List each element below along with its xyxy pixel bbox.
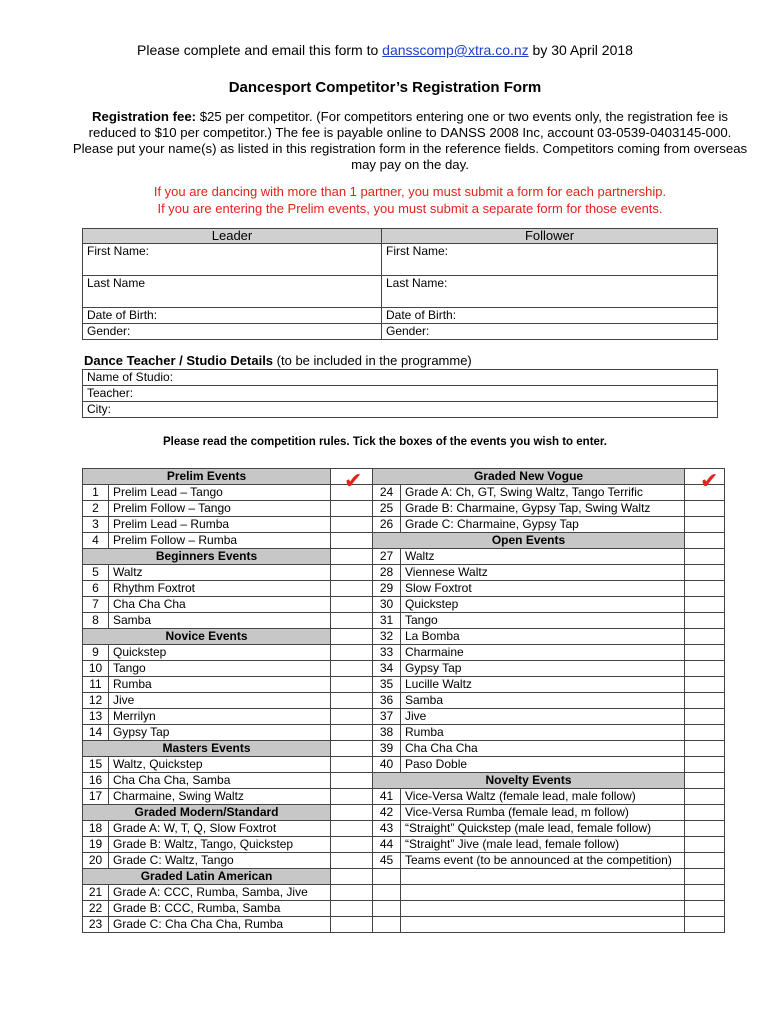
event-label: “Straight” Jive (male lead, female follow)	[401, 837, 685, 853]
event-number: 21	[83, 885, 109, 901]
event-row	[83, 853, 725, 869]
event-tick-box	[331, 629, 373, 645]
event-row	[83, 533, 725, 549]
event-tick-box	[685, 773, 725, 789]
event-tick-box[interactable]	[685, 901, 725, 917]
event-row	[83, 821, 725, 837]
follower-gender-field[interactable]: Gender:	[382, 324, 718, 340]
event-number: 32	[373, 629, 401, 645]
event-row	[83, 917, 725, 933]
event-row	[83, 485, 725, 501]
event-row	[83, 661, 725, 677]
event-label: Tango	[109, 661, 331, 677]
event-number: 34	[373, 661, 401, 677]
event-row	[83, 741, 725, 757]
event-row	[83, 629, 725, 645]
event-number: 17	[83, 789, 109, 805]
event-number: 42	[373, 805, 401, 821]
event-tick-box[interactable]	[685, 709, 725, 725]
event-number: 43	[373, 821, 401, 837]
event-label	[401, 917, 685, 933]
event-tick-box[interactable]	[685, 597, 725, 613]
event-number: 16	[83, 773, 109, 789]
event-tick-box[interactable]	[331, 677, 373, 693]
deadline-text: by 30 April 2018	[528, 42, 633, 58]
event-tick-box[interactable]	[331, 501, 373, 517]
event-number: 33	[373, 645, 401, 661]
event-label: Prelim Follow – Rumba	[109, 533, 331, 549]
event-tick-box[interactable]	[685, 517, 725, 533]
event-row	[83, 501, 725, 517]
event-label: Vice-Versa Rumba (female lead, m follow)	[401, 805, 685, 821]
event-number: 39	[373, 741, 401, 757]
event-number: 12	[83, 693, 109, 709]
section-header: Prelim Events	[83, 469, 331, 485]
event-row	[83, 773, 725, 789]
event-label: Cha Cha Cha, Samba	[109, 773, 331, 789]
event-label: Gypsy Tap	[401, 661, 685, 677]
partnership-warnings	[70, 183, 750, 217]
event-label: Waltz, Quickstep	[109, 757, 331, 773]
leader-header: Leader	[83, 229, 382, 244]
event-row	[83, 581, 725, 597]
event-label: Waltz	[401, 549, 685, 565]
teacher-heading	[84, 353, 472, 368]
event-tick-box[interactable]	[331, 917, 373, 933]
leader-last-name-field[interactable]: Last Name	[83, 276, 382, 308]
intro-text: Please complete and email this form to	[137, 42, 383, 58]
event-tick-box[interactable]	[685, 885, 725, 901]
event-label	[401, 869, 685, 885]
event-label: Prelim Lead – Tango	[109, 485, 331, 501]
event-number	[373, 885, 401, 901]
event-tick-box[interactable]	[685, 645, 725, 661]
event-number: 44	[373, 837, 401, 853]
event-number: 27	[373, 549, 401, 565]
event-number: 7	[83, 597, 109, 613]
event-tick-box[interactable]	[685, 677, 725, 693]
event-number: 18	[83, 821, 109, 837]
follower-header: Follower	[382, 229, 718, 244]
fee-label: Registration fee:	[92, 109, 197, 124]
event-label: Jive	[401, 709, 685, 725]
event-label: “Straight” Quickstep (male lead, female follow)	[401, 821, 685, 837]
event-row	[83, 517, 725, 533]
event-tick-box[interactable]	[685, 613, 725, 629]
event-label: Samba	[109, 613, 331, 629]
event-number: 28	[373, 565, 401, 581]
teacher-heading-note: (to be included in the programme)	[273, 353, 472, 368]
event-row	[83, 885, 725, 901]
event-number: 4	[83, 533, 109, 549]
event-tick-box	[685, 533, 725, 549]
follower-dob-field[interactable]: Date of Birth:	[382, 308, 718, 324]
event-number: 35	[373, 677, 401, 693]
event-tick-box[interactable]	[685, 693, 725, 709]
event-row	[83, 597, 725, 613]
event-label: Paso Doble	[401, 757, 685, 773]
event-tick-box[interactable]	[331, 773, 373, 789]
event-number: 22	[83, 901, 109, 917]
event-tick-box[interactable]	[331, 613, 373, 629]
event-number: 31	[373, 613, 401, 629]
event-row	[83, 709, 725, 725]
event-row	[83, 645, 725, 661]
event-number: 5	[83, 565, 109, 581]
event-number: 11	[83, 677, 109, 693]
event-number: 13	[83, 709, 109, 725]
registration-fee-paragraph	[70, 109, 750, 173]
section-header: Novelty Events	[373, 773, 685, 789]
event-label: Rumba	[401, 725, 685, 741]
event-label: Grade C: Waltz, Tango	[109, 853, 331, 869]
event-number: 29	[373, 581, 401, 597]
event-number: 41	[373, 789, 401, 805]
leader-gender-field[interactable]: Gender:	[83, 324, 382, 340]
event-row	[83, 725, 725, 741]
event-label: Jive	[109, 693, 331, 709]
form-title: Dancesport Competitor’s Registration Form	[228, 79, 542, 96]
event-tick-box[interactable]	[331, 725, 373, 741]
event-row	[83, 869, 725, 885]
event-tick-box[interactable]	[685, 725, 725, 741]
event-tick-box[interactable]	[331, 517, 373, 533]
leader-first-name-field[interactable]: First Name:	[83, 244, 382, 276]
event-tick-box[interactable]	[685, 661, 725, 677]
event-label: Gypsy Tap	[109, 725, 331, 741]
event-tick-box[interactable]	[685, 741, 725, 757]
follower-last-name-field[interactable]: Last Name:	[382, 276, 718, 308]
event-number: 2	[83, 501, 109, 517]
event-tick-box[interactable]	[331, 533, 373, 549]
event-label: Grade C: Cha Cha Cha, Rumba	[109, 917, 331, 933]
event-label: Charmaine	[401, 645, 685, 661]
events-table	[82, 468, 725, 933]
event-label: Grade B: Waltz, Tango, Quickstep	[109, 837, 331, 853]
event-tick-box[interactable]	[331, 661, 373, 677]
event-number: 15	[83, 757, 109, 773]
email-link[interactable]: dansscomp@xtra.co.nz	[382, 42, 529, 58]
event-tick-box[interactable]	[685, 565, 725, 581]
event-tick-box[interactable]	[685, 789, 725, 805]
event-tick-box	[331, 549, 373, 565]
event-tick-box[interactable]	[331, 821, 373, 837]
event-row	[83, 789, 725, 805]
event-number	[373, 917, 401, 933]
event-label: Slow Foxtrot	[401, 581, 685, 597]
event-label: Grade B: Charmaine, Gypsy Tap, Swing Waltz	[401, 501, 685, 517]
event-label: Prelim Follow – Tango	[109, 501, 331, 517]
event-row	[83, 805, 725, 821]
event-label: Teams event (to be announced at the competition)	[401, 853, 685, 869]
event-number: 19	[83, 837, 109, 853]
fee-text: $25 per competitor. (For competitors entering one or two events only, the registration fee is reduced to $10 per competitor.) The fee is payable online to DANSS 2008 Inc, account 03-0539-0403145-000. Please put your name(s) as listed in this registration form in the reference fields. Competitors coming from overseas may pay on the day.	[72, 109, 748, 172]
intro-line	[0, 42, 770, 58]
event-number: 38	[373, 725, 401, 741]
section-header: Graded Modern/Standard	[83, 805, 331, 821]
event-number: 23	[83, 917, 109, 933]
event-number: 3	[83, 517, 109, 533]
event-tick-box[interactable]	[331, 709, 373, 725]
event-number	[373, 869, 401, 885]
event-number: 26	[373, 517, 401, 533]
event-tick-box[interactable]	[685, 917, 725, 933]
event-number: 25	[373, 501, 401, 517]
event-label: Waltz	[109, 565, 331, 581]
event-tick-box[interactable]	[331, 645, 373, 661]
event-row	[83, 901, 725, 917]
event-tick-box[interactable]	[331, 885, 373, 901]
event-tick-box[interactable]	[331, 597, 373, 613]
event-tick-box[interactable]	[331, 693, 373, 709]
section-header: Graded Latin American	[83, 869, 331, 885]
city-field[interactable]: City:	[83, 402, 718, 418]
event-number: 20	[83, 853, 109, 869]
studio-details-table	[82, 369, 718, 418]
event-tick-box	[331, 741, 373, 757]
event-row	[83, 693, 725, 709]
event-row	[83, 549, 725, 565]
event-number: 24	[373, 485, 401, 501]
event-label: Rumba	[109, 677, 331, 693]
studio-name-field[interactable]: Name of Studio:	[83, 370, 718, 386]
event-label: Cha Cha Cha	[109, 597, 331, 613]
event-row	[83, 469, 725, 485]
event-row	[83, 757, 725, 773]
leader-dob-field[interactable]: Date of Birth:	[83, 308, 382, 324]
event-tick-box[interactable]	[331, 565, 373, 581]
event-tick-box[interactable]	[331, 837, 373, 853]
event-tick-box[interactable]	[685, 869, 725, 885]
section-header: Beginners Events	[83, 549, 331, 565]
event-tick-box	[331, 805, 373, 821]
warning-line: If you are entering the Prelim events, you must submit a separate form for those events.	[157, 201, 663, 216]
event-tick-box[interactable]	[685, 629, 725, 645]
event-row	[83, 565, 725, 581]
event-tick-box[interactable]	[331, 581, 373, 597]
event-label: Quickstep	[109, 645, 331, 661]
event-tick-box[interactable]	[685, 853, 725, 869]
section-header: Open Events	[373, 533, 685, 549]
event-label: Vice-Versa Waltz (female lead, male follow)	[401, 789, 685, 805]
event-tick-box[interactable]	[685, 501, 725, 517]
event-label	[401, 885, 685, 901]
event-number: 36	[373, 693, 401, 709]
section-header: Graded New Vogue	[373, 469, 685, 485]
event-tick-box[interactable]	[685, 549, 725, 565]
event-tick-box[interactable]	[685, 821, 725, 837]
event-label: Cha Cha Cha	[401, 741, 685, 757]
event-row	[83, 677, 725, 693]
event-label: Grade B: CCC, Rumba, Samba	[109, 901, 331, 917]
event-tick-box[interactable]	[685, 837, 725, 853]
event-number: 40	[373, 757, 401, 773]
partner-details-table	[82, 228, 718, 340]
rules-instruction: Please read the competition rules. Tick the boxes of the events you wish to enter.	[163, 436, 607, 448]
event-label: Tango	[401, 613, 685, 629]
event-tick-box	[331, 869, 373, 885]
event-tick-box[interactable]	[331, 789, 373, 805]
event-number: 1	[83, 485, 109, 501]
teacher-field[interactable]: Teacher:	[83, 386, 718, 402]
event-number: 10	[83, 661, 109, 677]
event-label: Quickstep	[401, 597, 685, 613]
event-number: 37	[373, 709, 401, 725]
event-number: 9	[83, 645, 109, 661]
event-number: 8	[83, 613, 109, 629]
event-number: 14	[83, 725, 109, 741]
event-row	[83, 613, 725, 629]
event-label: Prelim Lead – Rumba	[109, 517, 331, 533]
event-label: Viennese Waltz	[401, 565, 685, 581]
follower-first-name-field[interactable]: First Name:	[382, 244, 718, 276]
event-tick-box[interactable]	[685, 805, 725, 821]
teacher-heading-bold: Dance Teacher / Studio Details	[84, 353, 274, 368]
event-label: Merrilyn	[109, 709, 331, 725]
event-tick-box[interactable]	[685, 757, 725, 773]
event-row	[83, 837, 725, 853]
event-label: Grade A: Ch, GT, Swing Waltz, Tango Terrific	[401, 485, 685, 501]
event-number	[373, 901, 401, 917]
warning-line: If you are dancing with more than 1 partner, you must submit a form for each partnership.	[153, 184, 667, 199]
event-label: Lucille Waltz	[401, 677, 685, 693]
event-tick-box[interactable]	[331, 757, 373, 773]
event-tick-box[interactable]	[685, 581, 725, 597]
event-number: 30	[373, 597, 401, 613]
right-column-tick-icon: ✔	[700, 468, 719, 493]
event-number: 45	[373, 853, 401, 869]
event-number: 6	[83, 581, 109, 597]
left-column-tick-icon: ✔	[344, 468, 363, 493]
event-label: La Bomba	[401, 629, 685, 645]
event-label: Grade A: W, T, Q, Slow Foxtrot	[109, 821, 331, 837]
section-header: Masters Events	[83, 741, 331, 757]
section-header: Novice Events	[83, 629, 331, 645]
event-label: Rhythm Foxtrot	[109, 581, 331, 597]
event-label	[401, 901, 685, 917]
event-tick-box[interactable]	[331, 901, 373, 917]
event-label: Grade A: CCC, Rumba, Samba, Jive	[109, 885, 331, 901]
event-label: Samba	[401, 693, 685, 709]
event-tick-box[interactable]	[331, 853, 373, 869]
event-label: Charmaine, Swing Waltz	[109, 789, 331, 805]
event-label: Grade C: Charmaine, Gypsy Tap	[401, 517, 685, 533]
